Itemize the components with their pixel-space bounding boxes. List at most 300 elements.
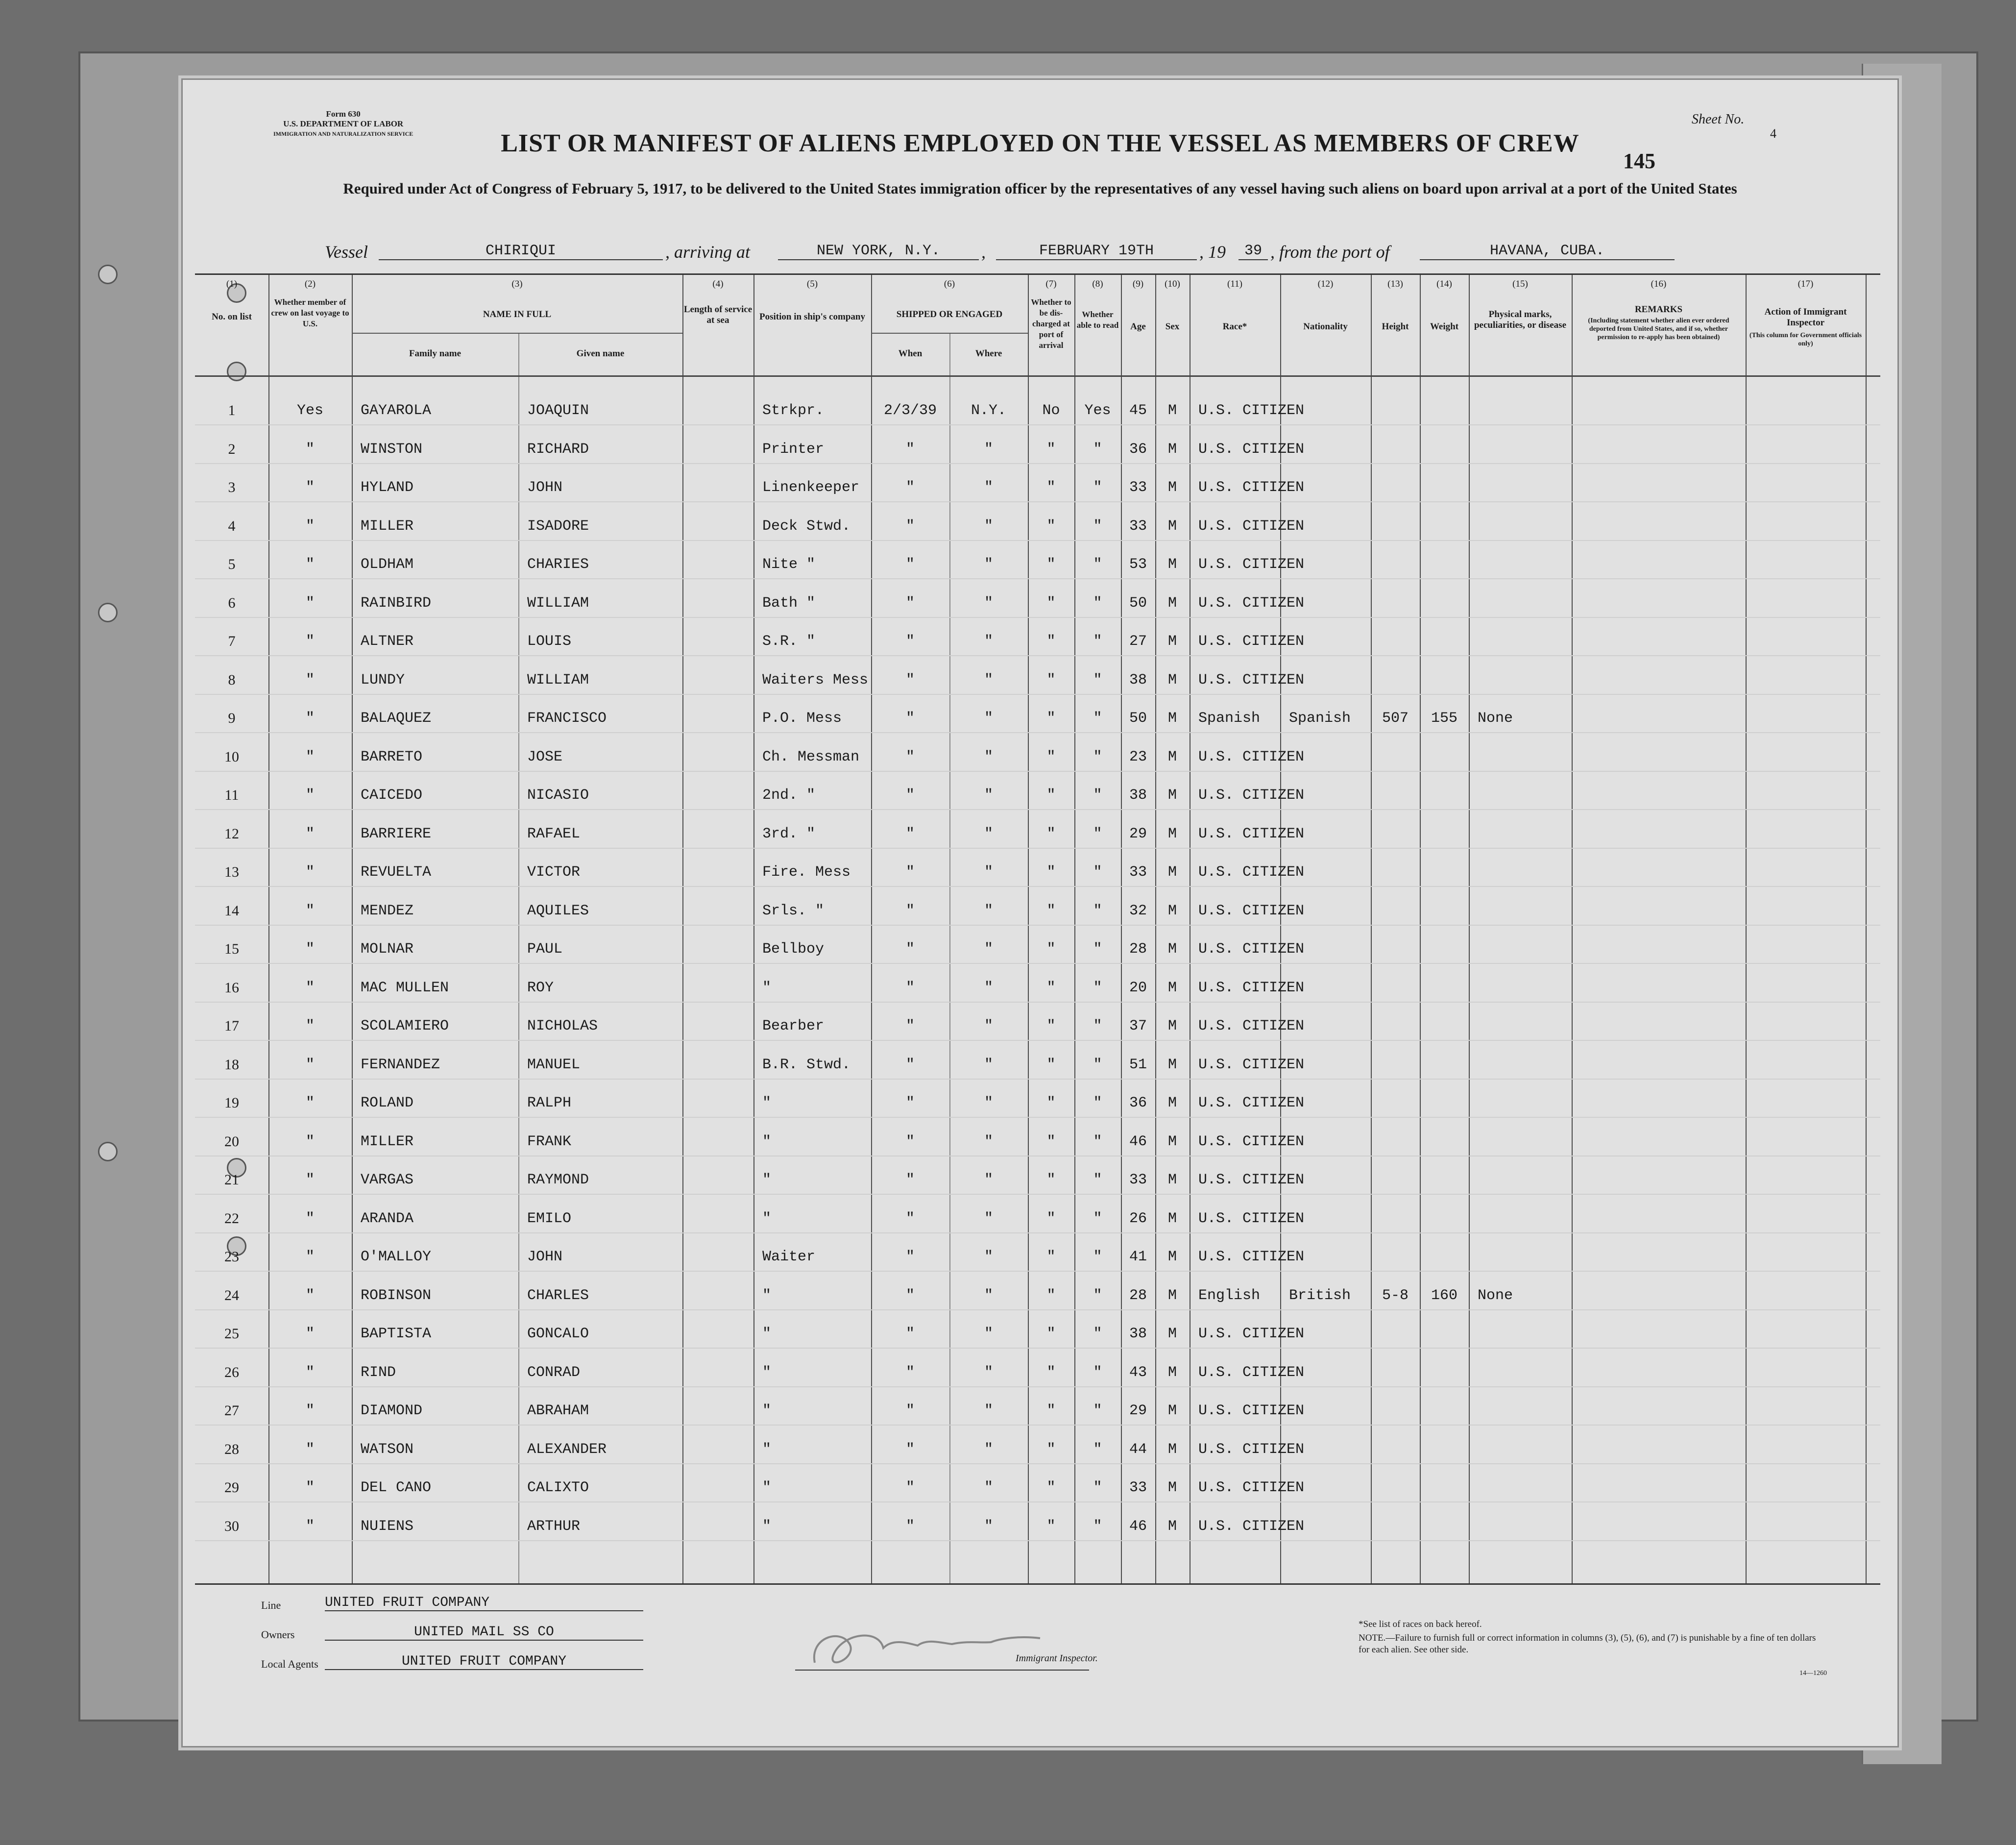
cell-family: WINSTON [361, 441, 423, 458]
cell-pos: Printer [762, 441, 825, 458]
cell-race: U.S. CITIZEN [1198, 979, 1305, 996]
cell-age: 29 [1129, 1402, 1147, 1419]
cell-prev: " [305, 517, 315, 535]
cell-disch: No [1042, 402, 1060, 419]
cell-read: " [1093, 1287, 1102, 1304]
cell-given: ALEXANDER [527, 1441, 607, 1458]
cell-read: " [1093, 1364, 1102, 1381]
cell-nat: Spanish [1289, 710, 1351, 727]
cell-age: 44 [1129, 1441, 1147, 1458]
cell-where: " [984, 825, 993, 842]
owners-label: Owners [261, 1628, 295, 1641]
header-position: Position in ship's company [759, 312, 865, 322]
cell-race: U.S. CITIZEN [1198, 402, 1305, 419]
cell-disch: " [1046, 825, 1056, 842]
arriving-label: , arriving at [665, 242, 751, 262]
cell-pos: Bellboy [762, 941, 825, 958]
cell-disch: " [1046, 1326, 1056, 1342]
cell-read: " [1093, 979, 1102, 996]
cell-where: " [984, 633, 993, 650]
cell-sex: M [1167, 1479, 1177, 1496]
cell-when: " [905, 1364, 915, 1381]
cell-sex: M [1167, 748, 1177, 765]
cell-disch: " [1046, 633, 1056, 650]
binder-hole [98, 265, 118, 284]
cell-race: U.S. CITIZEN [1198, 1402, 1305, 1419]
header-nationality: Nationality [1303, 321, 1348, 332]
line-value: UNITED FRUIT COMPANY [325, 1595, 643, 1611]
cell-no: 20 [224, 1133, 239, 1150]
cell-when: " [905, 1172, 915, 1188]
cell-age: 51 [1129, 1056, 1147, 1073]
cell-age: 50 [1129, 594, 1147, 612]
cell-race: U.S. CITIZEN [1198, 941, 1305, 958]
cell-where: " [984, 517, 993, 535]
cell-race: U.S. CITIZEN [1198, 1518, 1305, 1535]
cell-race: English [1198, 1287, 1261, 1304]
cell-no: 13 [224, 864, 239, 880]
cell-where: " [984, 941, 993, 958]
cell-age: 53 [1129, 556, 1147, 573]
cell-disch: " [1046, 1172, 1056, 1188]
cell-race: U.S. CITIZEN [1198, 864, 1305, 881]
cell-nat: British [1289, 1287, 1351, 1304]
cell-age: 20 [1129, 979, 1147, 996]
cell-when: " [905, 1133, 915, 1150]
cell-when: " [905, 787, 915, 804]
arrival-date: FEBRUARY 19TH [996, 243, 1197, 260]
cell-pos: " [762, 1172, 772, 1188]
cell-disch: " [1046, 594, 1056, 612]
cell-given: RAYMOND [527, 1172, 589, 1188]
cell-age: 26 [1129, 1210, 1147, 1227]
cell-race: U.S. CITIZEN [1198, 1210, 1305, 1227]
cell-read: " [1093, 710, 1102, 727]
cell-age: 29 [1129, 825, 1147, 842]
cell-prev: Yes [296, 402, 323, 419]
cell-read: " [1093, 1172, 1102, 1188]
cell-age: 33 [1129, 1172, 1147, 1188]
cell-family: MAC MULLEN [361, 979, 449, 996]
cell-given: MANUEL [527, 1056, 581, 1073]
header-previous-voyage: Whether member of crew on last voyage to U.S. [271, 297, 349, 328]
cell-sex: M [1167, 941, 1177, 958]
cell-given: ARTHUR [527, 1518, 581, 1535]
cell-no: 28 [224, 1441, 239, 1457]
cell-race: U.S. CITIZEN [1198, 825, 1305, 842]
inspector-signature [795, 1609, 1089, 1682]
cell-given: VICTOR [527, 864, 581, 881]
cell-family: BARRIERE [361, 825, 432, 842]
cell-pos: P.O. Mess [762, 710, 842, 727]
form-number: Form 630 [326, 109, 361, 119]
cell-read: " [1093, 594, 1102, 612]
cell-prev: " [305, 671, 315, 689]
cell-family: ROLAND [361, 1095, 414, 1111]
cell-pos: " [762, 1326, 772, 1342]
cell-disch: " [1046, 517, 1056, 535]
cell-given: GONCALO [527, 1326, 589, 1342]
cell-no: 2 [228, 441, 236, 457]
cell-family: MILLER [361, 1133, 414, 1150]
cell-prev: " [305, 1441, 315, 1458]
header-physical-marks: Physical marks, peculiarities, or disease [1474, 309, 1567, 330]
cell-where: " [984, 979, 993, 996]
cell-read: " [1093, 671, 1102, 689]
cell-prev: " [305, 594, 315, 612]
cell-age: 33 [1129, 864, 1147, 881]
cell-where: " [984, 1095, 993, 1111]
cell-disch: " [1046, 864, 1056, 881]
cell-family: WATSON [361, 1441, 414, 1458]
cell-when: " [905, 825, 915, 842]
cell-given: ABRAHAM [527, 1402, 589, 1419]
cell-no: 10 [224, 748, 239, 765]
sheet-label: Sheet No. [1692, 112, 1745, 127]
cell-when: " [905, 1479, 915, 1496]
cell-no: 26 [224, 1364, 239, 1380]
cell-family: CAICEDO [361, 787, 423, 804]
cell-read: " [1093, 1133, 1102, 1150]
sheet-number: 4 [1770, 126, 1776, 141]
cell-age: 32 [1129, 902, 1147, 919]
cell-disch: " [1046, 1133, 1056, 1150]
cell-race: U.S. CITIZEN [1198, 441, 1305, 458]
cell-pos: " [762, 1095, 772, 1111]
header-weight: Weight [1430, 321, 1459, 332]
cell-read: " [1093, 825, 1102, 842]
cell-no: 22 [224, 1210, 239, 1227]
cell-given: LOUIS [527, 633, 572, 650]
cell-prev: " [305, 1364, 315, 1381]
cell-sex: M [1167, 402, 1177, 419]
cell-given: RALPH [527, 1095, 572, 1111]
cell-race: U.S. CITIZEN [1198, 556, 1305, 573]
cell-sex: M [1167, 671, 1177, 689]
cell-read: " [1093, 1056, 1102, 1073]
cell-sex: M [1167, 864, 1177, 881]
cell-given: EMILO [527, 1210, 572, 1227]
column-number: (13) [1387, 279, 1403, 289]
cell-age: 41 [1129, 1249, 1147, 1265]
cell-sex: M [1167, 1056, 1177, 1073]
cell-race: Spanish [1198, 710, 1261, 727]
cell-family: REVUELTA [361, 864, 432, 881]
cell-when: " [905, 1018, 915, 1034]
cell-race: U.S. CITIZEN [1198, 1441, 1305, 1458]
header-sex: Sex [1165, 321, 1180, 332]
vessel-name: CHIRIQUI [379, 243, 663, 260]
cell-given: CHARIES [527, 556, 589, 573]
cell-family: SCOLAMIERO [361, 1018, 449, 1034]
agents-label: Local Agents [261, 1658, 318, 1670]
header-inspector-action: Action of Immigrant Inspector [1764, 307, 1847, 328]
line-label: Line [261, 1599, 281, 1611]
cell-race: U.S. CITIZEN [1198, 594, 1305, 612]
column-number: (1) [226, 279, 238, 289]
cell-no: 30 [224, 1518, 239, 1534]
cell-where: " [984, 902, 993, 919]
cell-disch: " [1046, 1441, 1056, 1458]
cell-read: " [1093, 1210, 1102, 1227]
cell-disch: " [1046, 556, 1056, 573]
column-number: (16) [1651, 279, 1667, 289]
cell-pos: " [762, 1518, 772, 1535]
cell-when: " [905, 479, 915, 496]
column-number: (17) [1797, 279, 1814, 289]
header-shipped-or-engaged: SHIPPED OR ENGAGED [896, 309, 1003, 320]
cell-prev: " [305, 441, 315, 458]
cell-read: " [1093, 864, 1102, 881]
cell-race: U.S. CITIZEN [1198, 1018, 1305, 1034]
cell-race: U.S. CITIZEN [1198, 1364, 1305, 1381]
header-remarks-note: (Including statement whether alien ever ordered deported from United States, and if so, whether permission to re-apply has been obtained) [1588, 317, 1729, 341]
cell-race: U.S. CITIZEN [1198, 748, 1305, 765]
cell-read: " [1093, 517, 1102, 535]
cell-family: LUNDY [361, 671, 405, 689]
header-name-in-full: NAME IN FULL [483, 309, 552, 320]
cell-when: " [905, 1056, 915, 1073]
cell-when: " [905, 556, 915, 573]
cell-read: " [1093, 1518, 1102, 1535]
cell-pos: B.R. Stwd. [762, 1056, 851, 1073]
cell-read: " [1093, 902, 1102, 919]
cell-when: 2/3/39 [883, 402, 937, 419]
page-subtitle: Required under Act of Congress of February 5, 1917, to be delivered to the United States immigration officer by the representatives of any vessel having such aliens on board upon arrival at a port of the United States [343, 180, 1737, 197]
cell-sex: M [1167, 1287, 1177, 1304]
binder-hole [98, 603, 118, 622]
cell-disch: " [1046, 979, 1056, 996]
cell-where: " [984, 1326, 993, 1342]
cell-where: " [984, 1133, 993, 1150]
cell-given: JOHN [527, 479, 563, 496]
cell-no: 18 [224, 1056, 239, 1073]
cell-read: " [1093, 633, 1102, 650]
cell-where: " [984, 671, 993, 689]
cell-race: U.S. CITIZEN [1198, 1095, 1305, 1111]
cell-pos: " [762, 979, 772, 996]
cell-no: 3 [228, 479, 236, 495]
cell-ht: 507 [1382, 710, 1409, 727]
page-title: LIST OR MANIFEST OF ALIENS EMPLOYED ON THE VESSEL AS MEMBERS OF CREW [501, 129, 1579, 157]
cell-where: " [984, 748, 993, 765]
cell-family: DIAMOND [361, 1402, 423, 1419]
cell-race: U.S. CITIZEN [1198, 633, 1305, 650]
cell-when: " [905, 517, 915, 535]
cell-where: " [984, 1287, 993, 1304]
header-no-on-list: No. on list [212, 312, 252, 322]
form-code: 14—1260 [1799, 1670, 1827, 1677]
cell-pos: Waiter [762, 1249, 816, 1265]
cell-age: 38 [1129, 671, 1147, 689]
cell-pos: " [762, 1364, 772, 1381]
cell-family: ROBINSON [361, 1287, 432, 1304]
year-prefix: , 19 [1199, 242, 1226, 262]
cell-read: " [1093, 1095, 1102, 1111]
cell-prev: " [305, 1287, 315, 1304]
cell-sex: M [1167, 1364, 1177, 1381]
cell-age: 33 [1129, 479, 1147, 496]
cell-pos: Bath " [762, 594, 816, 612]
cell-disch: " [1046, 1518, 1056, 1535]
cell-prev: " [305, 941, 315, 958]
cell-where: " [984, 1479, 993, 1496]
cell-race: U.S. CITIZEN [1198, 1249, 1305, 1265]
cell-marks: None [1478, 710, 1513, 727]
header-where: Where [975, 348, 1002, 359]
column-number: (7) [1045, 279, 1057, 289]
cell-given: JOAQUIN [527, 402, 589, 419]
cell-disch: " [1046, 941, 1056, 958]
cell-where: " [984, 1249, 993, 1265]
cell-family: BALAQUEZ [361, 710, 432, 727]
cell-read: " [1093, 479, 1102, 496]
cell-where: " [984, 1441, 993, 1458]
cell-no: 8 [228, 671, 236, 688]
cell-prev: " [305, 1056, 315, 1073]
cell-when: " [905, 1441, 915, 1458]
cell-no: 16 [224, 979, 239, 996]
column-number: (14) [1436, 279, 1452, 289]
cell-age: 43 [1129, 1364, 1147, 1381]
cell-read: " [1093, 1479, 1102, 1496]
cell-sex: M [1167, 633, 1177, 650]
cell-given: JOSE [527, 748, 563, 765]
cell-pos: Waiters Mess [762, 671, 869, 689]
header-inspector-note: (This column for Government officials only) [1749, 332, 1862, 347]
cell-when: " [905, 1210, 915, 1227]
cell-read: " [1093, 1441, 1102, 1458]
cell-sex: M [1167, 517, 1177, 535]
cell-given: FRANCISCO [527, 710, 607, 727]
cell-read: " [1093, 441, 1102, 458]
column-number: (3) [511, 279, 523, 289]
cell-family: BAPTISTA [361, 1326, 432, 1342]
arrival-port: NEW YORK, N.Y. [778, 243, 979, 260]
cell-prev: " [305, 864, 315, 881]
cell-when: " [905, 1249, 915, 1265]
cell-disch: " [1046, 787, 1056, 804]
cell-where: " [984, 1172, 993, 1188]
cell-sex: M [1167, 594, 1177, 612]
column-number: (8) [1092, 279, 1103, 289]
agents-value: UNITED FRUIT COMPANY [325, 1654, 643, 1670]
cell-given: WILLIAM [527, 594, 589, 612]
cell-no: 25 [224, 1326, 239, 1342]
column-number: (2) [304, 279, 316, 289]
cell-where: N.Y. [971, 402, 1006, 419]
cell-given: WILLIAM [527, 671, 589, 689]
cell-family: MOLNAR [361, 941, 414, 958]
departure-port: HAVANA, CUBA. [1420, 243, 1675, 260]
cell-when: " [905, 1326, 915, 1342]
cell-sex: M [1167, 787, 1177, 804]
cell-given: RAFAEL [527, 825, 581, 842]
cell-disch: " [1046, 710, 1056, 727]
cell-read: " [1093, 556, 1102, 573]
cell-given: NICASIO [527, 787, 589, 804]
header-able-to-read: Whether able to read [1076, 310, 1119, 330]
cell-age: 28 [1129, 941, 1147, 958]
cell-family: OLDHAM [361, 556, 414, 573]
cell-sex: M [1167, 1518, 1177, 1535]
cell-family: ARANDA [361, 1210, 414, 1227]
cell-given: PAUL [527, 941, 563, 958]
cell-when: " [905, 710, 915, 727]
cell-prev: " [305, 787, 315, 804]
column-number: (15) [1512, 279, 1528, 289]
cell-prev: " [305, 1095, 315, 1111]
cell-pos: Linenkeeper [762, 479, 860, 496]
cell-no: 9 [228, 710, 236, 726]
cell-prev: " [305, 979, 315, 996]
cell-age: 38 [1129, 1326, 1147, 1342]
cell-where: " [984, 1018, 993, 1034]
cell-no: 1 [228, 402, 236, 418]
cell-prev: " [305, 479, 315, 496]
cell-sex: M [1167, 1133, 1177, 1150]
cell-disch: " [1046, 1095, 1056, 1111]
cell-family: VARGAS [361, 1172, 414, 1188]
cell-prev: " [305, 1210, 315, 1227]
cell-pos: Bearber [762, 1018, 825, 1034]
service-name: IMMIGRATION AND NATURALIZATION SERVICE [273, 130, 413, 137]
cell-sex: M [1167, 1172, 1177, 1188]
cell-given: CHARLES [527, 1287, 589, 1304]
cell-where: " [984, 787, 993, 804]
manifest-page: Form 630 U.S. DEPARTMENT OF LABOR IMMIGRATION AND NATURALIZATION SERVICE LIST OR MANIFEST OF ALIENS EMPLOYED ON THE VESSEL AS MEMBERS OF CREW Required under Act of Congress of February 5, 1917, to be delivered to the United States immigration officer by the representatives of any vessel having such aliens on board upon arrival at a port of the United States Sheet No. 4 145 Vessel CHIRIQUI , arriving at NEW YORK, N.Y. , FEBRUARY 19TH , 19 39 , from the port of HAVANA, CUBA. (1) (2) (3) (4) (5) (6) (7) (8) (9) (10) (11) (12) (13) (14) (15) (16) (17) No. on list Whether member of crew on last voyage to U.S. NAME IN FULL Family name Given name Length of service at sea Position in ship's company SHIPPED OR ENGAGED When Where Whether to be dis-charged at port of arrival Whether able to read Age Sex Race* Nationality Height Weight Physical marks, peculiarities, or disease REMARKS (Including statement whether alien ever ordered deported from United States, and if so, whether permission to re-apply has been obtained) Action of Immigrant Inspector (This column for Government officials only) 1 Yes GAYAROLA JOAQUIN Strkpr. 2/3/39 N.Y. No Yes 45 M U.S. CITIZEN 2 " WINSTON RICHARD Printer " " " " 36 M U.S. CITIZEN 3 " HYLAND JOHN Linenkeeper " " " " 33 M U.S. CITIZEN 4 " MILLER ISADORE Deck Stwd. " " " " 33 M U.S. CITIZEN 5 " OLDHAM CHARIES Nite " " " " " 53 M U.S. CITIZEN 6 " RAINBIRD WILLIAM Bath " " " " " 50 M U.S. CITIZEN 7 " ALTNER LOUIS S.R. " " " " " 27 M U.S. CITIZEN 8 " LUNDY WILLIAM Waiters Mess " " " " 38 M U.S. CITIZEN 9 " BALAQUEZ FRANCISCO P.O. Mess " " " " 50 M Spanish Spanish 507 155 None 10 " BARRETO JOSE Ch. Messman " " " " 23 M U.S. CITIZEN 11 " CAICEDO NICASIO 2nd. " " " " " 38 M U.S. CITIZEN 12 " BARRIERE RAFAEL 3rd. " " " " " 29 M U.S. CITIZEN 13 " REVUELTA VICTOR Fire. Mess " " " " 33 M U.S. CITIZEN 14 " MENDEZ AQUILES Srls. " " " " " 32 M U.S. CITIZEN 15 " MOLNAR PAUL Bellboy " " " " 28 M U.S. CITIZEN 16 " MAC MULLEN ROY " " " " " 20 M U.S. CITIZEN 17 " SCOLAMIERO NICHOLAS Bearber " " " " 37 M U.S. CITIZEN 18 " FERNANDEZ MANUEL B.R. Stwd. " " " " 51 M U.S. CITIZEN 19 " ROLAND RALPH " " " " " 36 M U.S. CITIZEN 20 " MILLER FRANK " " " " " 46 M U.S. CITIZEN 21 " VARGAS RAYMOND " " " " " 33 M U.S. CITIZEN 22 " ARANDA EMILO " " " " " 26 M U.S. CITIZEN 23 " O'MALLOY JOHN Waiter " " " " 41 M U.S. CITIZEN 24 " ROBINSON CHARLES " " " " " 28 M English British 5-8 160 None 25 " BAPTISTA GONCALO " " " " " 38 M U.S. CITIZEN 26 " RIND CONRAD " " " " " 43 M U.S. CITIZEN 27 " DIAMOND ABRAHAM " " " " " 29 M U.S. CITIZEN 28 " WATSON ALEXANDER " " " " " 44 M U.S. CITIZEN 29 " DEL CANO CALIXTO " " " " " 33 M U.S. CITIZEN 30 " NUIENS ARTHUR " " " " " 46 M U.S. CITIZEN Line UNITED FRUIT COMPANY Owners UNITED MAIL SS CO Local Agents UNITED FRUIT COMPANY Immigrant Inspector. *See list of races on back hereof. NOTE.—Failure to furnish full or correct information in columns (3), (5), (6), and (7) is punishable by a fine of ten dollars for each alien. See other side. 14—1260 [181, 78, 1899, 1747]
header-discharged: Whether to be dis-charged at port of arrival [1031, 297, 1071, 350]
cell-pos: Strkpr. [762, 402, 825, 419]
cell-age: 23 [1129, 748, 1147, 765]
cell-disch: " [1046, 1210, 1056, 1227]
cell-read: " [1093, 941, 1102, 958]
cell-read: " [1093, 1402, 1102, 1419]
cell-pos: 2nd. " [762, 787, 816, 804]
cell-no: 4 [228, 517, 236, 534]
header-when: When [898, 348, 923, 359]
cell-race: U.S. CITIZEN [1198, 517, 1305, 535]
cell-disch: " [1046, 1364, 1056, 1381]
cell-given: RICHARD [527, 441, 589, 458]
cell-sex: M [1167, 441, 1177, 458]
cell-ht: 5-8 [1382, 1287, 1409, 1304]
cell-prev: " [305, 1018, 315, 1034]
cell-sex: M [1167, 979, 1177, 996]
cell-no: 27 [224, 1402, 239, 1419]
cell-race: U.S. CITIZEN [1198, 479, 1305, 496]
cell-sex: M [1167, 1249, 1177, 1265]
vessel-label: Vessel [325, 242, 368, 262]
column-number: (4) [712, 279, 724, 289]
header-height: Height [1382, 321, 1409, 332]
cell-where: " [984, 864, 993, 881]
cell-no: 11 [224, 787, 239, 803]
cell-disch: " [1046, 1018, 1056, 1034]
cell-sex: M [1167, 1210, 1177, 1227]
cell-when: " [905, 594, 915, 612]
cell-disch: " [1046, 1479, 1056, 1496]
page-number: 145 [1623, 149, 1655, 173]
cell-pos: " [762, 1479, 772, 1496]
cell-where: " [984, 1518, 993, 1535]
cell-no: 19 [224, 1095, 239, 1111]
cell-prev: " [305, 556, 315, 573]
cell-pos: " [762, 1133, 772, 1150]
cell-sex: M [1167, 1441, 1177, 1458]
cell-race: U.S. CITIZEN [1198, 902, 1305, 919]
cell-when: " [905, 1287, 915, 1304]
